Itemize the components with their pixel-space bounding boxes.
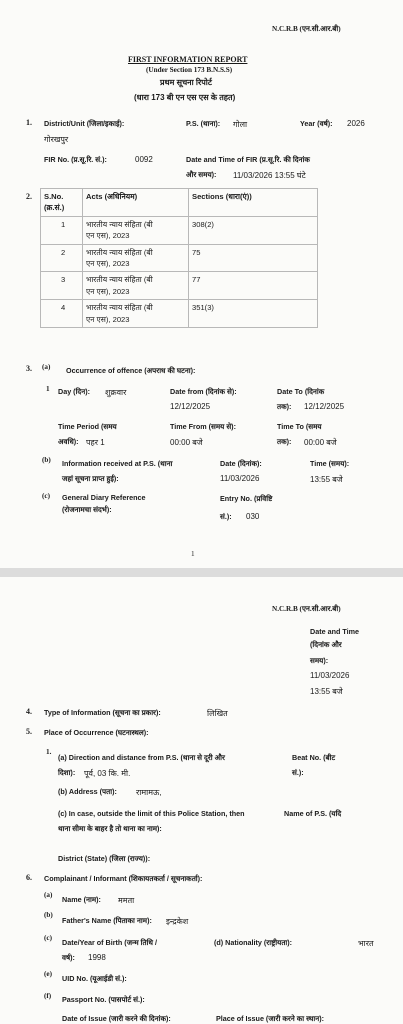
ps-label: P.S. (थाना):	[186, 119, 221, 128]
marker-f: (f)	[44, 992, 52, 1000]
entry-no-label: Entry No. (प्रविष्टि	[220, 494, 273, 503]
dt-time-value: 13:55 बजे	[310, 687, 343, 696]
date-to-value: 12/12/2025	[304, 402, 345, 411]
acts-sections-table	[40, 188, 318, 328]
outside-limit-label-2: थाना सीमा के बाहर है तो थाना का नाम):	[58, 824, 162, 833]
marker-c: (c)	[44, 934, 52, 942]
year-value: 2026	[347, 119, 365, 128]
time-period-label: Time Period (समय	[58, 422, 117, 431]
dt-label-2: (दिनांक और	[310, 640, 342, 649]
row-sno: 4	[41, 300, 83, 328]
outside-limit-label: (c) In case, outside the limit of this Police Station, then	[58, 809, 245, 818]
gd-reference-label-2: (रोजनामचा संदर्भ):	[62, 505, 112, 514]
direction-label: (a) Direction and distance from P.S. (थाना से दूरी और	[58, 753, 225, 762]
dob-label: Date/Year of Birth (जन्म तिथि /	[62, 938, 158, 947]
fir-datetime-label: Date and Time of FIR (प्र.सू.रि. की दिनांक	[186, 155, 310, 164]
date-to-label-2: तक):	[277, 402, 292, 411]
info-time-value: 13:55 बजे	[310, 475, 343, 484]
row-section: 308(2)	[189, 216, 318, 244]
section-3c-marker: (c)	[42, 492, 50, 500]
under-section: (Under Section 173 B.N.S.S)	[146, 66, 233, 74]
ncrb-header: N.C.R.B (एन.सी.आर.बी)	[272, 25, 341, 33]
fir-page-2	[0, 577, 403, 1024]
row-section: 75	[189, 244, 318, 272]
table-header-row	[41, 189, 318, 217]
fir-datetime-label-2: और समय):	[186, 170, 217, 179]
row-sno: 2	[41, 244, 83, 272]
father-name-label: Father's Name (पिताका नाम):	[62, 916, 152, 925]
fir-value: 0092	[135, 155, 153, 164]
passport-label: Passport No. (पासपोर्ट सं.):	[62, 995, 145, 1004]
ncrb-header: N.C.R.B (एन.सी.आर.बी)	[272, 605, 341, 613]
row-sno: 3	[41, 272, 83, 300]
report-title-hindi: प्रथम सूचना रिपोर्ट	[160, 78, 212, 87]
marker-b: (b)	[44, 911, 53, 919]
ps-value: गोला	[233, 120, 248, 129]
section-5-number: 5.	[26, 727, 32, 736]
issue-date-label: Date of Issue (जारी करने की दिनांक):	[62, 1014, 171, 1023]
section-2-number: 2.	[26, 192, 32, 201]
section-3b-marker: (b)	[42, 456, 51, 464]
dob-value: 1998	[88, 953, 106, 962]
father-name-value: इन्द्रकेश	[166, 917, 189, 926]
dt-date-value: 11/03/2026	[310, 671, 350, 680]
date-from-value: 12/12/2025	[170, 402, 211, 411]
nationality-label: (d) Nationality (राष्ट्रीयता):	[214, 938, 293, 947]
row-sno: 1	[41, 216, 83, 244]
time-period-label-2: अवधि):	[58, 437, 79, 446]
table-row	[41, 300, 318, 328]
col-acts-header: Acts (अधिनियम)	[83, 189, 189, 217]
dt-label-3: समय):	[310, 656, 329, 665]
day-value: शुक्रवार	[105, 388, 127, 397]
year-label: Year (वर्ष):	[300, 119, 333, 128]
marker-e: (e)	[44, 970, 52, 978]
name-value: ममता	[118, 896, 135, 905]
time-to-value: 00:00 बजे	[304, 438, 337, 447]
occurrence-sub-1: 1	[46, 385, 50, 393]
row-section: 351(3)	[189, 300, 318, 328]
marker-a: (a)	[44, 891, 53, 899]
page-number: 1	[191, 550, 195, 558]
issue-place-label: Place of Issue (जारी करने का स्थान):	[216, 1014, 325, 1023]
district-label: District/Unit (जिला/इकाई):	[44, 119, 125, 128]
gd-reference-label: General Diary Reference	[62, 493, 146, 502]
outside-ps-name-label: Name of P.S. (यदि	[284, 809, 342, 818]
section-4-number: 4.	[26, 707, 32, 716]
section-3a-marker: (a)	[42, 363, 51, 371]
dob-label-2: वर्ष):	[62, 953, 75, 962]
date-to-label: Date To (दिनांक	[277, 387, 325, 396]
direction-value: पूर्व, 03 कि. मी.	[84, 769, 131, 778]
time-period-value: पहर 1	[86, 438, 105, 447]
fir-datetime-value: 11/03/2026 13:55 घंटे	[233, 171, 306, 180]
info-received-label-2: जहां सूचना प्राप्त हुई):	[62, 474, 119, 483]
place-sub-1: 1.	[46, 748, 52, 756]
time-from-label: Time From (समय से):	[170, 422, 236, 431]
dt-label: Date and Time	[310, 627, 359, 636]
district-state-label: District (State) (जिला (राज्य)):	[58, 854, 151, 863]
row-act: भारतीय न्याय संहिता (बी एन एस), 2023	[83, 272, 189, 300]
place-label: Place of Occurrence (घटनास्थल):	[44, 728, 149, 737]
entry-no-label-2: सं.):	[220, 512, 232, 521]
section-6-number: 6.	[26, 873, 32, 882]
info-type-label: Type of Information (सूचना का प्रकार):	[44, 708, 161, 717]
table-row	[41, 244, 318, 272]
address-label: (b) Address (पता):	[58, 787, 117, 796]
report-title: FIRST INFORMATION REPORT	[128, 55, 248, 64]
address-value: रामामऊ,	[136, 788, 162, 797]
row-act: भारतीय न्याय संहिता (बी एन एस), 2023	[83, 216, 189, 244]
table-row	[41, 272, 318, 300]
fir-label: FIR No. (प्र.सू.रि. सं.):	[44, 155, 107, 164]
row-section: 77	[189, 272, 318, 300]
occurrence-label: Occurrence of offence (अपराध की घटना):	[66, 366, 196, 375]
row-act: भारतीय न्याय संहिता (बी एन एस), 2023	[83, 244, 189, 272]
info-date-label: Date (दिनांक):	[220, 459, 262, 468]
section-1-number: 1.	[26, 118, 32, 127]
date-from-label: Date from (दिनांक से):	[170, 387, 237, 396]
nationality-value: भारत	[358, 939, 374, 948]
info-received-label: Information received at P.S. (थाना	[62, 459, 173, 468]
direction-label-2: दिशा):	[58, 768, 76, 777]
district-value: गोरखपुर	[44, 135, 69, 144]
beat-label: Beat No. (बीट	[292, 753, 336, 762]
time-to-label: Time To (समय	[277, 422, 322, 431]
entry-no-value: 030	[246, 512, 260, 521]
col-sections-header: Sections (धारा(एं))	[189, 189, 318, 217]
info-time-label: Time (समय):	[310, 459, 350, 468]
time-to-label-2: तक):	[277, 437, 292, 446]
complainant-label: Complainant / Informant (शिकायतकर्ता / सूचनाकर्ता):	[44, 874, 203, 883]
time-from-value: 00:00 बजे	[170, 438, 203, 447]
row-act: भारतीय न्याय संहिता (बी एन एस), 2023	[83, 300, 189, 328]
table-row	[41, 216, 318, 244]
info-type-value: लिखित	[207, 709, 228, 718]
day-label: Day (दिन):	[58, 387, 91, 396]
beat-label-2: सं.):	[292, 768, 304, 777]
name-label: Name (नाम):	[62, 895, 101, 904]
info-date-value: 11/03/2026	[220, 474, 260, 483]
uid-label: UID No. (यूआईडी सं.):	[62, 974, 127, 983]
section-3-number: 3.	[26, 364, 32, 373]
col-sno-header: S.No. (क्र.सं.)	[41, 189, 83, 217]
section-hindi: (धारा 173 बी एन एस एस के तहत)	[134, 93, 236, 102]
